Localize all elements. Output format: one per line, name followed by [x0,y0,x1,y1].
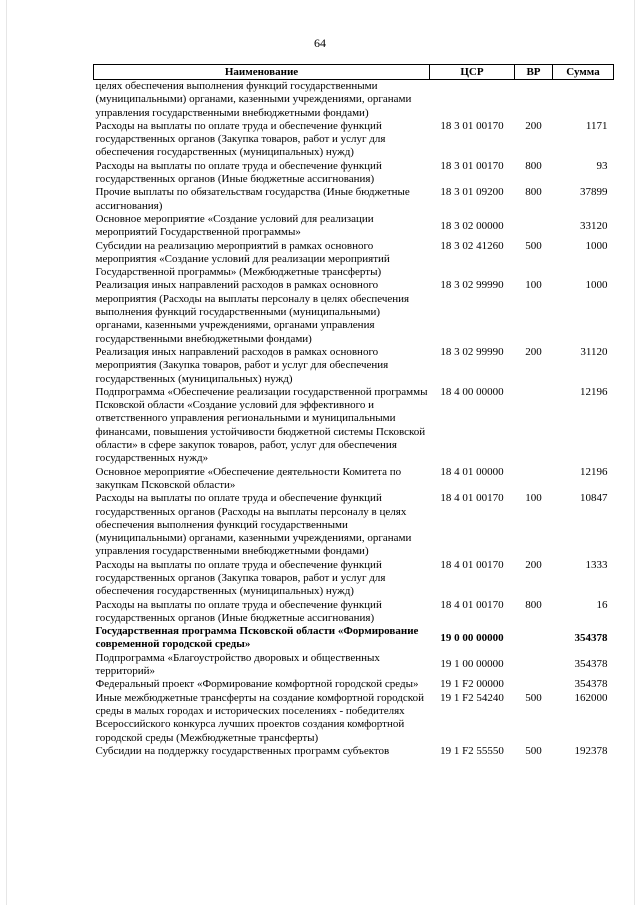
cell-name: Расходы на выплаты по оплате труда и обеспечение функций государственных органов (Закупка товаров, работ и услуг для обеспечения государственных (муниципальных) нужд) [95,558,386,598]
cell-name: Иные межбюджетные трансферты на создание комфортной городской среды в малых городах и исторических поселениях - победителях Всероссийского конкурса лучших проектов создания комфортной городской среды (Межбюджетные трансферты) [95,691,424,744]
cell-csr: 18 4 01 00170 [440,558,504,571]
cell-vr [515,466,553,493]
table-row [94,678,614,691]
cell-csr: 18 4 01 00170 [440,492,504,505]
cell-csr: 19 1 F2 54240 [440,691,504,704]
header-name: Наименование [94,65,430,80]
cell-vr [515,678,553,691]
cell-vr: 500 [525,239,542,252]
table-row [94,559,614,599]
cell-name: Федеральный проект «Формирование комфортной городской среды» [95,678,419,691]
table-row [94,213,614,240]
cell-csr: 18 3 02 99990 [440,279,504,292]
cell-csr: 18 3 02 00000 [440,219,504,232]
cell-csr: 18 3 01 09200 [440,186,504,199]
cell-csr: 18 4 01 00170 [440,598,504,611]
cell-csr: 18 3 01 00170 [440,119,504,132]
page-number: 64 [314,36,326,50]
cell-sum: 1000 [585,279,608,292]
table-row [94,625,614,652]
cell-sum: 354378 [574,678,608,691]
cell-sum: 33120 [580,219,608,232]
cell-csr: 19 1 F2 55550 [440,744,504,757]
cell-vr [515,386,553,466]
cell-csr [430,80,515,120]
table-row [94,346,614,386]
cell-csr: 18 3 02 99990 [440,345,504,358]
cell-name: Субсидии на поддержку государственных программ субъектов [95,744,390,757]
cell-csr: 19 0 00 00000 [440,631,504,644]
cell-name: Подпрограмма «Обеспечение реализации государственной программы Псковской области «Создание условий для эффективного и ответственного управления региональными и муниципальными финансами, повышения устойчивости бюджетной системы Псковской области» в сфере закупок товаров, работ, услуг для обеспечения государственных нужд» [95,385,428,465]
scan-margin-left [6,0,7,905]
table-row [94,120,614,160]
table-row [94,745,614,758]
table-row [94,80,614,120]
cell-vr: 200 [525,119,542,132]
cell-csr: 18 4 01 00000 [440,465,504,478]
header-sum: Сумма [553,65,614,80]
cell-vr: 500 [525,744,542,757]
cell-name: Расходы на выплаты по оплате труда и обеспечение функций государственных органов (Иные бюджетные ассигнования) [95,159,382,186]
cell-csr: 18 3 01 00170 [440,159,504,172]
cell-vr: 200 [525,345,542,358]
cell-name: целях обеспечения выполнения функций государственными (муниципальными) органами, казенными учреждениями, органами управления государственными внебюджетными фондами) [95,80,412,119]
cell-name: Прочие выплаты по обязательствам государства (Иные бюджетные ассигнования) [95,186,410,212]
cell-name: Расходы на выплаты по оплате труда и обеспечение функций государственных органов (Расходы на выплаты персоналу в целях обеспечения выполнения функций государственными (муниципальными) органами, казенными учреждениями, органами управления государственными внебюджетными фондами) [95,492,412,558]
cell-name: Подпрограмма «Благоустройство дворовых и общественных территорий» [95,651,380,678]
table-row [94,160,614,187]
cell-vr [515,213,553,240]
table-header [94,65,614,80]
scan-margin-right [634,0,635,905]
cell-sum: 162000 [574,691,608,704]
cell-name: Основное мероприятие «Создание условий для реализации мероприятий Государственной программы» [95,212,374,239]
table-row [94,652,614,679]
cell-sum: 37899 [580,186,608,199]
table-row [94,692,614,745]
cell-sum: 16 [596,598,608,611]
table-row [94,279,614,345]
cell-name: Субсидии на реализацию мероприятий в рамках основного мероприятия «Создание условий для реализации мероприятий Государственной программы» (Межбюджетные трансферты) [95,239,390,279]
header-csr: ЦСР [430,65,515,80]
cell-name: Основное мероприятие «Обеспечение деятельности Комитета по закупкам Псковской области» [95,465,402,491]
table-row [94,240,614,280]
cell-sum: 93 [596,159,608,172]
cell-name: Государственная программа Псковской области «Формирование современной городской среды» [95,625,419,651]
cell-csr: 18 3 02 41260 [440,239,504,252]
cell-csr: 19 1 F2 00000 [440,678,504,691]
table-row [94,466,614,493]
table-body [94,80,614,759]
cell-sum: 10847 [580,492,608,505]
cell-sum: 12196 [580,465,608,478]
cell-sum [553,80,614,120]
cell-sum: 1000 [585,239,608,252]
cell-sum: 192378 [574,744,608,757]
cell-csr: 18 4 00 00000 [440,385,504,398]
cell-name: Расходы на выплаты по оплате труда и обеспечение функций государственных органов (Закупка товаров, работ и услуг для обеспечения государственных (муниципальных) нужд) [95,119,386,159]
cell-vr [515,80,553,120]
cell-vr [515,625,553,652]
cell-sum: 354378 [574,631,608,644]
cell-csr: 19 1 00 00000 [440,658,504,671]
header-vr: ВР [515,65,553,80]
cell-vr: 200 [525,558,542,571]
cell-sum: 1171 [585,119,608,132]
cell-vr: 500 [525,691,542,704]
cell-vr: 100 [525,492,542,505]
table-row [94,492,614,558]
cell-sum: 12196 [580,385,608,398]
table-row [94,599,614,626]
cell-vr: 800 [525,598,542,611]
cell-name: Расходы на выплаты по оплате труда и обеспечение функций государственных органов (Иные бюджетные ассигнования) [95,598,382,624]
cell-vr: 800 [525,159,542,172]
cell-sum: 354378 [574,658,608,671]
cell-sum: 31120 [580,345,608,358]
table-row [94,186,614,213]
cell-name: Реализация иных направлений расходов в рамках основного мероприятия (Расходы на выплаты персоналу в целях обеспечения выполнения функций государственными (муниципальными) органами, казенными учреждениями, органами управления государственными внебюджетными фондами) [95,279,410,345]
cell-name: Реализация иных направлений расходов в рамках основного мероприятия (Закупка товаров, работ и услуг для обеспечения государственных (муниципальных) нужд) [95,345,389,385]
cell-vr: 100 [525,279,542,292]
budget-table [93,64,614,758]
cell-vr [515,652,553,679]
cell-sum: 1333 [585,558,608,571]
cell-vr: 800 [525,186,542,199]
table-row [94,386,614,466]
